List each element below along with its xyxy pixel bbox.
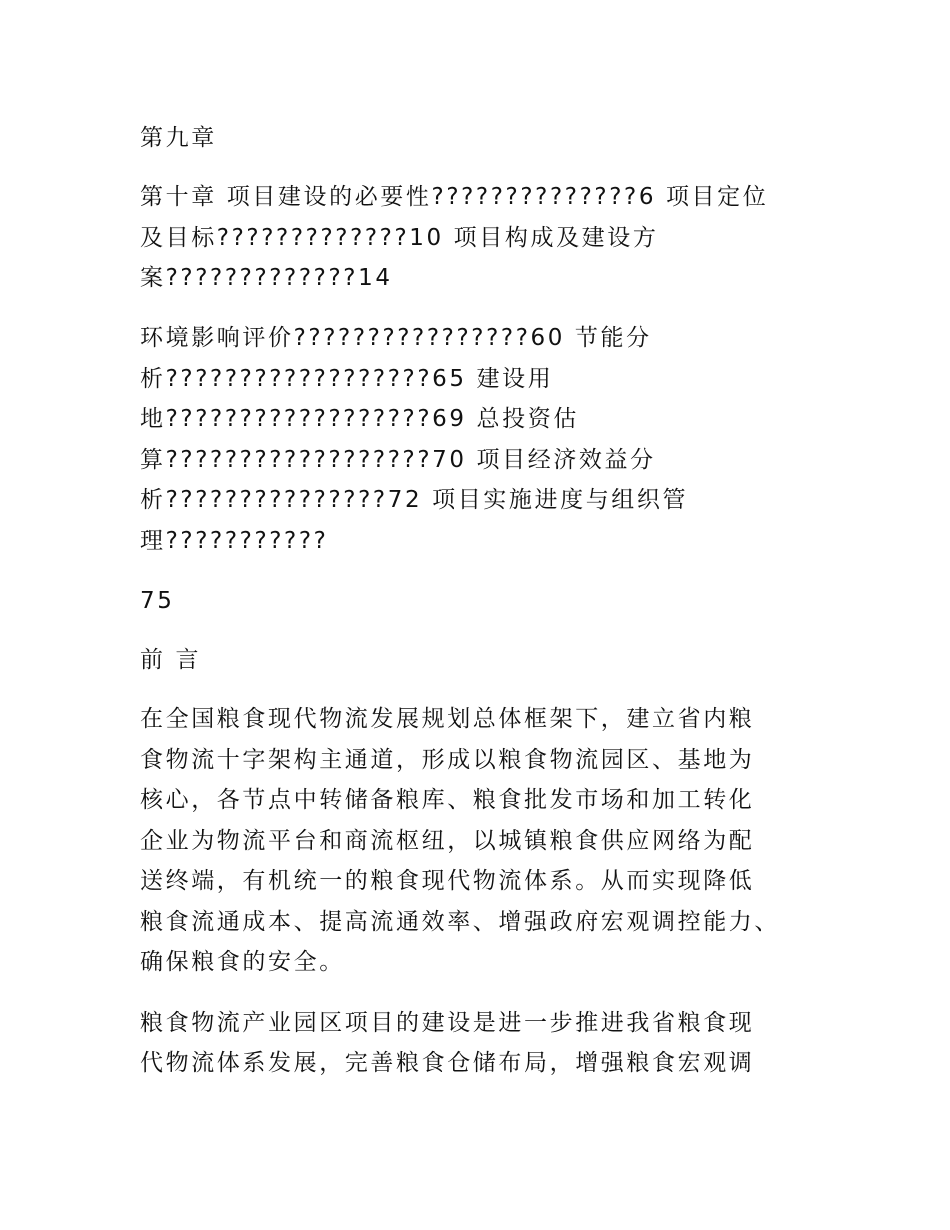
toc-line: 析??????????????????65 建设用 xyxy=(140,366,554,392)
preface-heading: 前 言 xyxy=(140,647,202,673)
toc-line: 及目标?????????????10 项目构成及建设方 xyxy=(140,225,659,251)
toc-line: 算??????????????????70 项目经济效益分 xyxy=(140,447,656,473)
paragraph-line: 企业为物流平台和商流枢纽，以城镇粮食供应网络为配 xyxy=(140,828,755,854)
toc-line: 地??????????????????69 总投资估 xyxy=(140,406,579,432)
paragraph-line: 食物流十字架构主通道，形成以粮食物流园区、基地为 xyxy=(140,747,755,773)
paragraph-line: 粮食物流产业园区项目的建设是进一步推进我省粮食现 xyxy=(140,1010,755,1036)
paragraph-line: 粮食流通成本、提高流通效率、增强政府宏观调控能力、 xyxy=(140,909,780,935)
paragraph-line: 在全国粮食现代物流发展规划总体框架下，建立省内粮 xyxy=(140,706,755,732)
toc-page-number: 75 xyxy=(140,588,175,614)
toc-line: 环境影响评价????????????????60 节能分 xyxy=(140,325,652,351)
paragraph-line: 核心，各节点中转储备粮库、粮食批发市场和加工转化 xyxy=(140,787,755,813)
paragraph-line: 代物流体系发展，完善粮食仓储布局，增强粮食宏观调 xyxy=(140,1050,755,1076)
toc-line-chapter-9: 第九章 xyxy=(140,125,217,151)
paragraph-line: 确保粮食的安全。 xyxy=(140,949,345,975)
toc-line: 析???????????????72 项目实施进度与组织管 xyxy=(140,487,689,513)
toc-line: 第十章 项目建设的必要性??????????????6 项目定位 xyxy=(140,184,769,210)
paragraph-line: 送终端，有机统一的粮食现代物流体系。从而实现降低 xyxy=(140,868,755,894)
toc-line: 理??????????? xyxy=(140,528,329,554)
toc-line: 案?????????????14 xyxy=(140,265,393,291)
